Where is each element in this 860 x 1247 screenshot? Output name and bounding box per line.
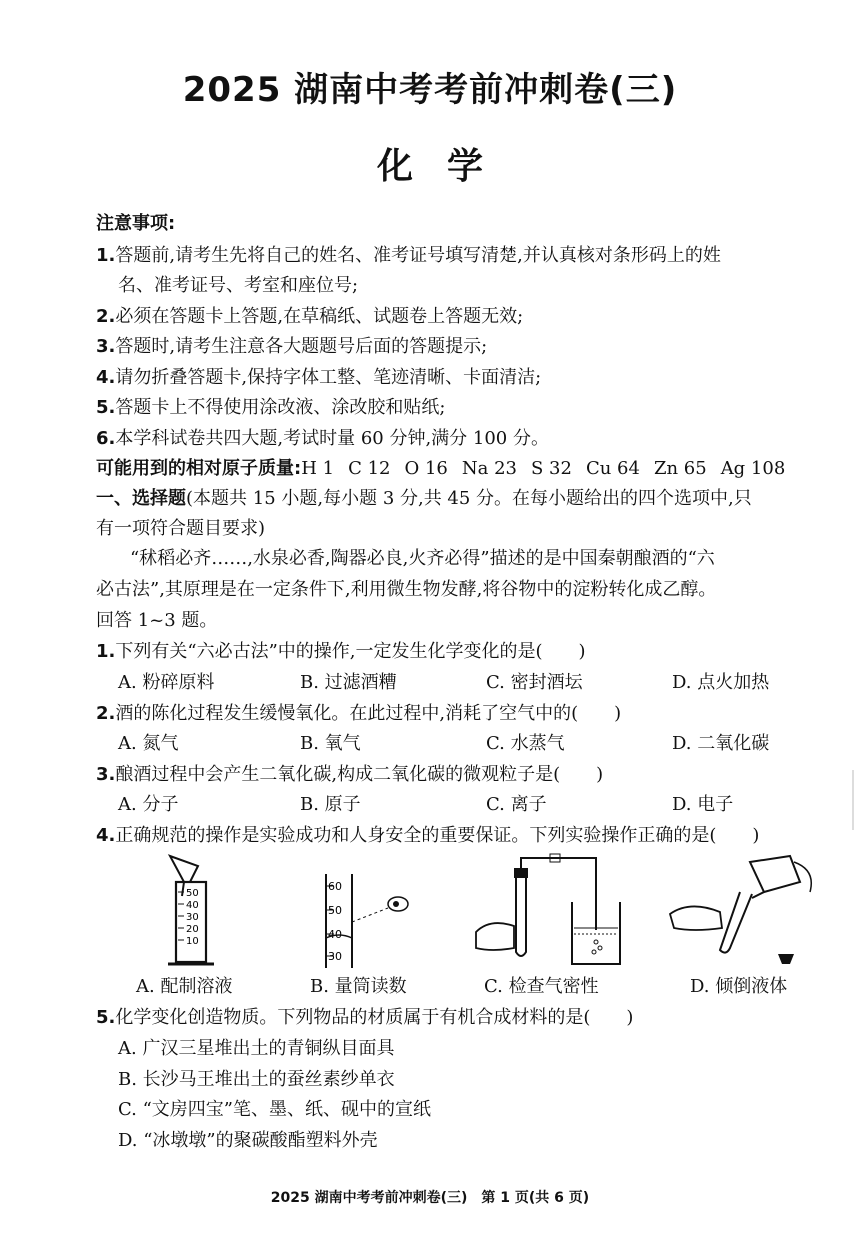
caption: D. 倾倒液体 — [690, 976, 788, 997]
mass-value: C 12 — [348, 458, 391, 479]
question-stem: 酿酒过程中会产生二氧化碳,构成二氧化碳的微观粒子是( ) — [115, 764, 604, 785]
option: D. 电子 — [672, 794, 734, 815]
scan-artifact — [852, 770, 854, 830]
cylinder-funnel-icon — [118, 852, 298, 970]
notice-text: 必须在答题卡上答题,在草稿纸、试题卷上答题无效; — [115, 306, 524, 327]
section-desc-cont: 有一项符合题目要求) — [96, 518, 266, 539]
tick-label: 50 — [186, 888, 199, 899]
option: C. 离子 — [486, 794, 547, 815]
question-3 — [96, 763, 603, 787]
option: C. 密封酒坛 — [486, 672, 583, 693]
notice-heading: 注意事项: — [96, 213, 176, 234]
notice-item-4 — [96, 366, 541, 390]
option: D. “冰墩墩”的聚碳酸酯塑料外壳 — [118, 1130, 378, 1151]
section-desc: (本题共 15 小题,每小题 3 分,共 45 分。在每小题给出的四个选项中,只 — [186, 488, 752, 509]
question-num: 4. — [96, 825, 116, 846]
option: B. 氧气 — [300, 733, 361, 754]
mass-value: S 32 — [530, 458, 572, 479]
notice-num: 3. — [96, 336, 116, 357]
notice-item-2 — [96, 305, 523, 329]
section-title: 一、选择题 — [96, 488, 186, 509]
atomic-masses — [96, 457, 799, 481]
tick-label: 40 — [186, 900, 199, 911]
notice-num: 1. — [96, 245, 116, 266]
mass-value: H 1 — [301, 458, 335, 479]
notice-item-3 — [96, 335, 487, 359]
atomic-masses-label: 可能用到的相对原子质量: — [96, 458, 302, 479]
question-stem: 化学变化创造物质。下列物品的材质属于有机合成材料的是( ) — [115, 1007, 634, 1028]
notice-item-1-cont: 名、准考证号、考室和座位号; — [118, 275, 359, 296]
option: B. 长沙马王堆出土的蚕丝素纱单衣 — [118, 1069, 395, 1090]
tick-label: 30 — [186, 912, 199, 923]
option: D. 二氧化碳 — [672, 733, 770, 754]
notice-item-1 — [96, 244, 721, 268]
notice-text: 答题前,请考生先将自己的姓名、准考证号填写清楚,并认真核对条形码上的姓 — [115, 245, 721, 266]
notice-num: 4. — [96, 367, 116, 388]
option: B. 过滤酒糟 — [300, 672, 397, 693]
option: C. “文房四宝”笔、墨、纸、砚中的宣纸 — [118, 1099, 431, 1120]
mass-value: O 16 — [404, 458, 448, 479]
tick-label: 40 — [328, 928, 342, 941]
question-num: 3. — [96, 764, 116, 785]
tick-label: 60 — [328, 880, 342, 893]
question-4 — [96, 824, 759, 848]
mass-value: Zn 65 — [653, 458, 707, 479]
tick-label: 10 — [186, 936, 199, 947]
notice-text: 本学科试卷共四大题,考试时量 60 分钟,满分 100 分。 — [115, 428, 549, 449]
caption: A. 配制溶液 — [136, 976, 233, 997]
subject-title: 化学 — [376, 146, 517, 187]
diagram-graduated-cylinder — [118, 852, 298, 970]
mass-value: Na 23 — [461, 458, 517, 479]
test-tube-beaker-icon — [468, 852, 648, 970]
notice-num: 6. — [96, 428, 116, 449]
pouring-bottle-icon — [660, 852, 840, 970]
tick-label: 50 — [328, 904, 342, 917]
option: A. 粉碎原料 — [118, 672, 215, 693]
notice-num: 5. — [96, 397, 116, 418]
question-num: 1. — [96, 641, 116, 662]
option: A. 氮气 — [118, 733, 179, 754]
diagram-cylinder-reading — [290, 852, 470, 970]
question-2 — [96, 702, 621, 726]
question-num: 2. — [96, 703, 116, 724]
mass-value: Cu 64 — [585, 458, 640, 479]
question-5 — [96, 1006, 633, 1030]
option: C. 水蒸气 — [486, 733, 565, 754]
tick-label: 30 — [328, 950, 342, 963]
notice-item-5 — [96, 396, 445, 420]
page-footer: 2025 湖南中考考前冲刺卷(三) 第 1 页(共 6 页) — [270, 1190, 590, 1206]
caption: C. 检查气密性 — [484, 976, 599, 997]
page-title: 2025 湖南中考考前冲刺卷(三) — [182, 70, 678, 110]
option: A. 广汉三星堆出土的青铜纵目面具 — [118, 1038, 395, 1059]
option: B. 原子 — [300, 794, 361, 815]
notice-text: 答题卡上不得使用涂改液、涂改胶和贴纸; — [115, 397, 446, 418]
question-stem: 正确规范的操作是实验成功和人身安全的重要保证。下列实验操作正确的是( ) — [115, 825, 760, 846]
question-stem: 下列有关“六必古法”中的操作,一定发生化学变化的是( ) — [115, 641, 586, 662]
passage-line: “秫稻必齐……,水泉必香,陶器必良,火齐必得”描述的是中国秦朝酿酒的“六 — [130, 548, 715, 569]
notice-num: 2. — [96, 306, 116, 327]
tick-label: 20 — [186, 924, 199, 935]
caption: B. 量筒读数 — [310, 976, 407, 997]
section-heading — [96, 487, 752, 511]
notice-text: 答题时,请考生注意各大题题号后面的答题提示; — [115, 336, 488, 357]
diagram-pouring — [660, 852, 840, 970]
mass-value: Ag 108 — [720, 458, 786, 479]
passage-line: 必古法”,其原理是在一定条件下,利用微生物发酵,将谷物中的淀粉转化成乙醇。 — [96, 579, 717, 600]
passage-line: 回答 1~3 题。 — [96, 610, 218, 631]
notice-item-6 — [96, 427, 549, 451]
option: A. 分子 — [118, 794, 179, 815]
notice-text: 请勿折叠答题卡,保持字体工整、笔迹清晰、卡面清洁; — [115, 367, 542, 388]
cylinder-eye-icon — [290, 852, 470, 970]
diagram-airtightness — [468, 852, 648, 970]
question-1 — [96, 640, 586, 664]
question-stem: 酒的陈化过程发生缓慢氧化。在此过程中,消耗了空气中的( ) — [115, 703, 622, 724]
question-num: 5. — [96, 1007, 116, 1028]
option: D. 点火加热 — [672, 672, 770, 693]
